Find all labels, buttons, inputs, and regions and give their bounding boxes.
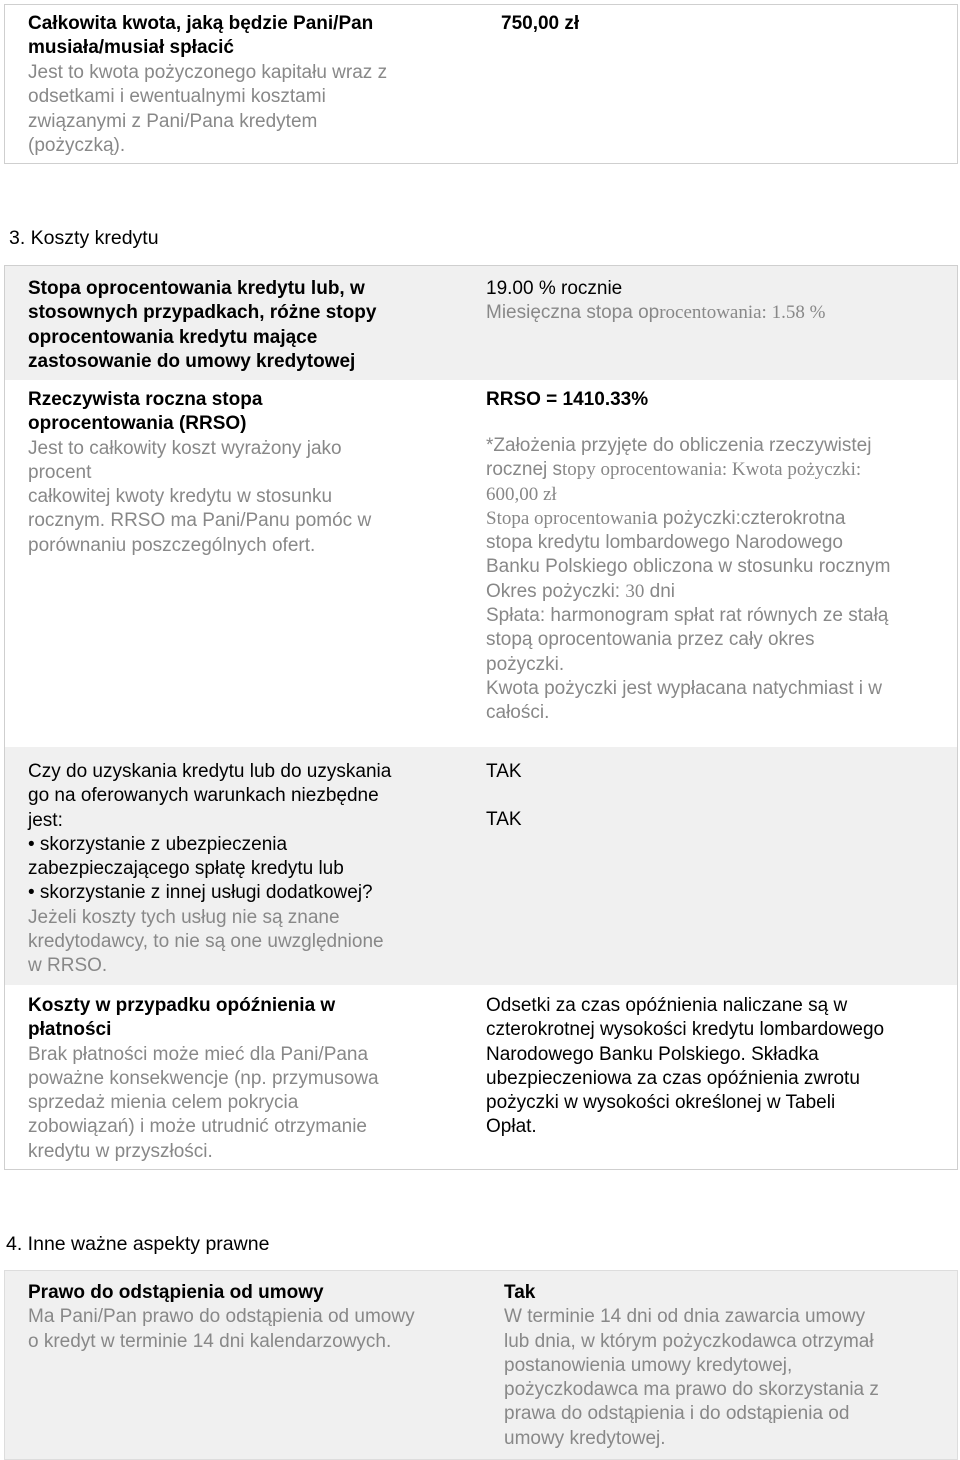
assumption-line: stopa kredytu lombardowego Narodowego <box>486 532 843 554</box>
insurance-line: jest: <box>28 809 63 831</box>
withdrawal-label-block <box>28 1281 415 1354</box>
withdrawal-label: Prawo do odstąpienia od umowy <box>28 1282 324 1303</box>
insurance-note-line: Jeżeli koszty tych usług nie są znane <box>28 906 340 928</box>
assumption-fragment: 30 <box>625 580 645 602</box>
late-label-line: Koszty w przypadku opóźnienia w <box>28 995 336 1016</box>
section-4-heading: 4. Inne ważne aspekty prawne <box>6 1233 270 1255</box>
assumption-line: Spłata: harmonogram spłat rat równych ze stałą <box>486 605 889 627</box>
total-amount-description <box>28 61 387 158</box>
late-value-line: Narodowego Banku Polskiego. Składka <box>486 1043 819 1065</box>
withdrawal-value-line: W terminie 14 dni od dnia zawarcia umowy <box>504 1306 866 1328</box>
assumption-line: Kwota pożyczki jest wypłacana natychmiast i w <box>486 677 882 699</box>
withdrawal-value-line: pożyczkodawca ma prawo do skorzystania z <box>504 1379 879 1401</box>
total-amount-label <box>28 12 373 61</box>
total-desc-line: związanymi z Pani/Pana kredytem <box>28 110 318 132</box>
total-desc-line: Jest to kwota pożyczonego kapitału wraz z <box>28 62 388 83</box>
insurance-question <box>28 760 391 979</box>
assumption-line: *Założenia przyjęte do obliczenia rzeczywistej <box>486 435 872 456</box>
rrso-label-line: oprocentowania (RRSO) <box>28 413 247 435</box>
rate-label-line: stosownych przypadkach, różne stopy <box>28 302 377 324</box>
assumption-line: 600,00 zł <box>486 483 557 505</box>
total-label-line: Całkowita kwota, jaką będzie Pani/Pan <box>28 13 374 34</box>
withdrawal-desc-line: Ma Pani/Pan prawo do odstąpienia od umowy <box>28 1306 415 1328</box>
withdrawal-value-line: umowy kredytowej. <box>504 1427 666 1449</box>
assumption-line: pożyczki. <box>486 653 565 675</box>
rrso-label-block <box>28 388 371 558</box>
insurance-line: • skorzystanie z innej usługi dodatkowej? <box>28 882 373 904</box>
late-desc-line: poważne konsekwencje (np. przymusowa <box>28 1067 379 1089</box>
rrso-value: RRSO = 1410.33% <box>486 389 649 410</box>
withdrawal-value-line: lub dnia, w którym pożyczkodawca otrzymał <box>504 1330 874 1352</box>
total-desc-line: (pożyczką). <box>28 134 126 156</box>
assumption-fragment: dni <box>644 580 676 602</box>
withdrawal-desc-line: o kredyt w terminie 14 dni kalendarzowych. <box>28 1330 392 1352</box>
insurance-note-line: w RRSO. <box>28 955 108 977</box>
late-desc-line: kredytu w przyszłości. <box>28 1140 213 1162</box>
late-value-line: czterokrotnej wysokości kredytu lombardowego <box>486 1019 885 1041</box>
monthly-rate <box>486 301 825 325</box>
assumption-line <box>486 580 890 604</box>
insurance-note-line: kredytodawcy, to nie są one uwzględnione <box>28 931 384 953</box>
late-label-line: płatności <box>28 1019 112 1041</box>
late-value-line: Odsetki za czas opóźnienia naliczane są w <box>486 995 848 1016</box>
late-value-line: Opłat. <box>486 1116 537 1138</box>
insurance-line: zabezpieczającego spłatę kredytu lub <box>28 858 344 880</box>
monthly-rate-suffix: rocentowania: 1.58 % <box>659 302 826 323</box>
late-desc-line: Brak płatności może mieć dla Pani/Pana <box>28 1043 369 1065</box>
insurance-answer-2: TAK <box>486 809 522 830</box>
late-payment-value <box>486 994 884 1140</box>
assumption-fragment: Stopa oprocentowani <box>486 507 647 529</box>
rrso-desc-line: porównaniu poszczególnych ofert. <box>28 534 316 556</box>
withdrawal-value-line: postanowienia umowy kredytowej, <box>504 1354 793 1376</box>
interest-rate-label <box>28 277 376 374</box>
withdrawal-value-line: prawa do odstąpienia i do odstąpienia od <box>504 1403 850 1425</box>
assumption-line: stopą oprocentowania przez cały okres <box>486 629 815 651</box>
rrso-desc-line: całkowitej kwoty kredytu w stosunku <box>28 486 333 508</box>
insurance-answer-1: TAK <box>486 761 522 782</box>
late-desc-line: sprzedaż mienia celem pokrycia <box>28 1092 299 1114</box>
assumption-fragment: topy oprocentowania: Kwota pożyczki: <box>562 459 862 481</box>
total-amount-value: 750,00 zł <box>501 13 580 34</box>
assumption-fragment: Okres pożyczki: <box>486 580 626 602</box>
insurance-line: • skorzystanie z ubezpieczenia <box>28 833 288 855</box>
withdrawal-value: Tak <box>504 1282 536 1303</box>
late-payment-label-block <box>28 994 379 1164</box>
rrso-assumptions <box>486 434 890 726</box>
section-3-heading: 3. Koszty kredytu <box>9 227 159 249</box>
rrso-desc-line: Jest to całkowity koszt wyrażony jako <box>28 437 342 459</box>
insurance-line: Czy do uzyskania kredytu lub do uzyskania <box>28 761 392 782</box>
assumption-fragment: a pożyczki:czterokrotna <box>646 507 846 529</box>
late-desc-line: zobowiązań) i może utrudnić otrzymanie <box>28 1116 367 1138</box>
assumption-line <box>486 507 890 531</box>
rrso-desc-line: rocznym. RRSO ma Pani/Panu pomóc w <box>28 510 372 532</box>
late-value-line: ubezpieczeniowa za czas opóźnienia zwrotu <box>486 1067 860 1089</box>
rrso-desc-line: procent <box>28 461 92 483</box>
late-value-line: pożyczki w wysokości określonej w Tabeli <box>486 1092 836 1114</box>
rate-label-line: zastosowanie do umowy kredytowej <box>28 350 356 372</box>
interest-rate-value: 19.00 % rocznie <box>486 278 623 299</box>
rrso-label-line: Rzeczywista roczna stopa <box>28 389 263 410</box>
assumption-line: całości. <box>486 702 550 724</box>
total-desc-line: odsetkami i ewentualnymi kosztami <box>28 86 326 108</box>
rate-label-line: oprocentowania kredytu mające <box>28 326 318 348</box>
monthly-rate-prefix: Miesięczna stopa op <box>486 302 660 323</box>
total-label-line: musiała/musiał spłacić <box>28 37 234 59</box>
assumption-line: Banku Polskiego obliczona w stosunku rocznym <box>486 556 891 578</box>
assumption-line <box>486 458 890 482</box>
rate-label-line: Stopa oprocentowania kredytu lub, w <box>28 278 365 299</box>
assumption-fragment: rocznej s <box>486 459 563 481</box>
insurance-line: go na oferowanych warunkach niezbędne <box>28 785 379 807</box>
withdrawal-value-block <box>504 1281 879 1451</box>
